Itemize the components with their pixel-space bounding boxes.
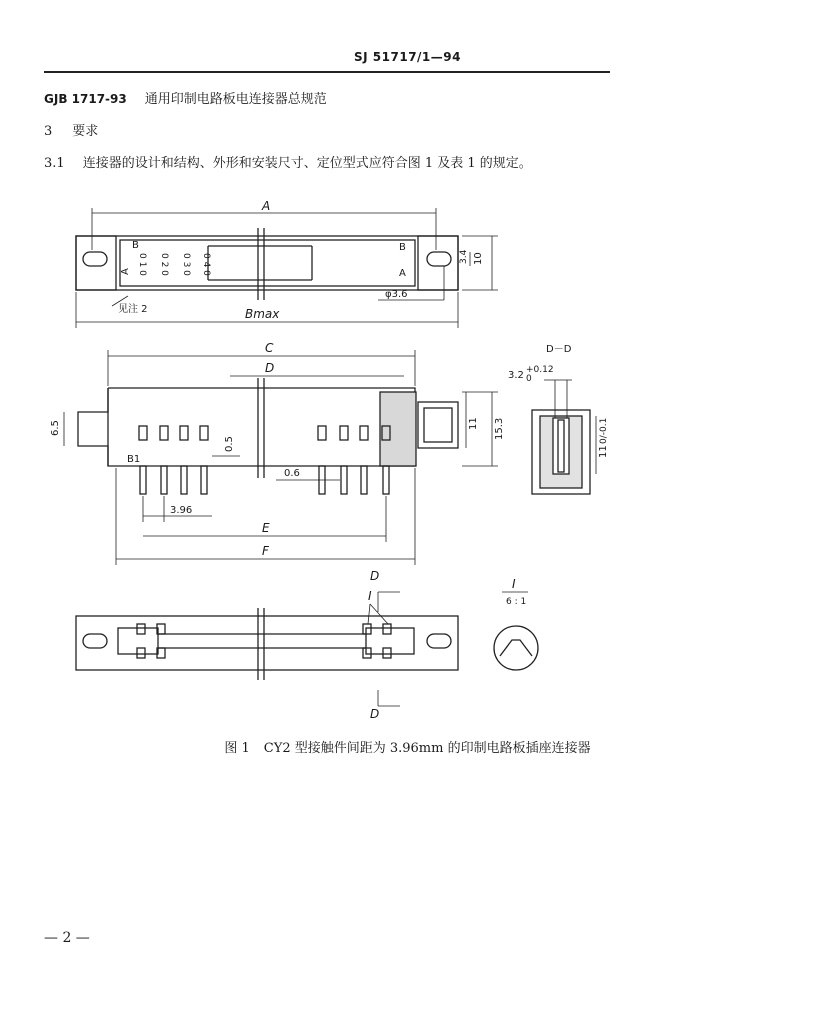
- mounting-hole-right: [427, 252, 451, 266]
- label-section-d-top: D: [370, 569, 380, 583]
- label-c: C: [265, 341, 274, 355]
- label-dim-3-2-tolerance: +0.12: [526, 365, 554, 375]
- row-label-a-left: A: [120, 268, 131, 275]
- label-detail-i: I: [512, 577, 516, 591]
- label-dim-0-5: 0.5: [224, 436, 235, 452]
- contact-number-2: 0 2 0: [159, 253, 169, 276]
- label-dim-0-6: 0.6: [284, 468, 300, 479]
- contact-number-4: 0 4 0: [201, 253, 211, 276]
- reference-code: GJB 1717-93: [44, 92, 127, 106]
- label-b1: B1: [127, 454, 141, 465]
- label-dim-3-4: 3.4: [459, 249, 469, 264]
- row-label-b-left: B: [132, 240, 139, 251]
- label-b-max: Bmax: [245, 307, 280, 321]
- clause-number: 3.1: [44, 156, 65, 171]
- section-d-d: [532, 380, 596, 494]
- section-title: 要求: [72, 124, 99, 139]
- contact-number-3: 0 3 0: [181, 253, 191, 276]
- figure-caption: [0, 737, 815, 756]
- clause-text: 连接器的设计和结构、外形和安装尺寸、定位型式应符合图 1 及表 1 的规定。: [82, 156, 532, 171]
- figure-caption-text: CY2 型接触件间距为 3.96mm 的印制电路板插座连接器: [263, 741, 591, 756]
- detail-circle: [494, 626, 538, 670]
- label-detail-scale: 6 : 1: [506, 597, 527, 607]
- row-label-a-right: A: [399, 268, 406, 279]
- label-dim-11-tolerance: 0/-0.1: [599, 417, 609, 444]
- section-number: 3: [44, 124, 53, 139]
- reference-title: 通用印制电路板电连接器总规范: [144, 92, 327, 107]
- label-dim-3-96: 3.96: [170, 505, 193, 516]
- label-phi-3-6: φ3.6: [385, 289, 408, 300]
- label-f: F: [262, 544, 269, 558]
- document-code-header: SJ 51717/1—94: [354, 50, 461, 64]
- label-a: A: [262, 199, 271, 213]
- label-dim-11-section: 11: [598, 445, 609, 458]
- row-label-b-right: B: [399, 242, 406, 253]
- label-detail-i-marker: I: [368, 589, 372, 603]
- label-section-d-d: D－D: [546, 344, 572, 355]
- label-see-note-2: 见注 2: [118, 304, 148, 315]
- label-dim-3-2: 3.2: [508, 370, 524, 381]
- label-e: E: [262, 521, 270, 535]
- label-d: D: [265, 361, 275, 375]
- label-dim-6-5: 6.5: [50, 420, 61, 436]
- mounting-hole-left: [83, 252, 107, 266]
- bottom-view-body: [76, 616, 458, 670]
- page-number: — 2 —: [44, 930, 90, 946]
- label-section-d-bottom: D: [370, 707, 380, 721]
- contact-number-1: 0 1 0: [137, 253, 147, 276]
- label-dim-15-3: 15.3: [494, 417, 505, 440]
- label-dim-3-2-tolerance-low: 0: [526, 374, 532, 384]
- figure-number: 图 1: [224, 741, 250, 756]
- label-dim-10: 10: [473, 252, 484, 265]
- label-dim-11: 11: [468, 417, 479, 430]
- bottom-view: [76, 592, 458, 706]
